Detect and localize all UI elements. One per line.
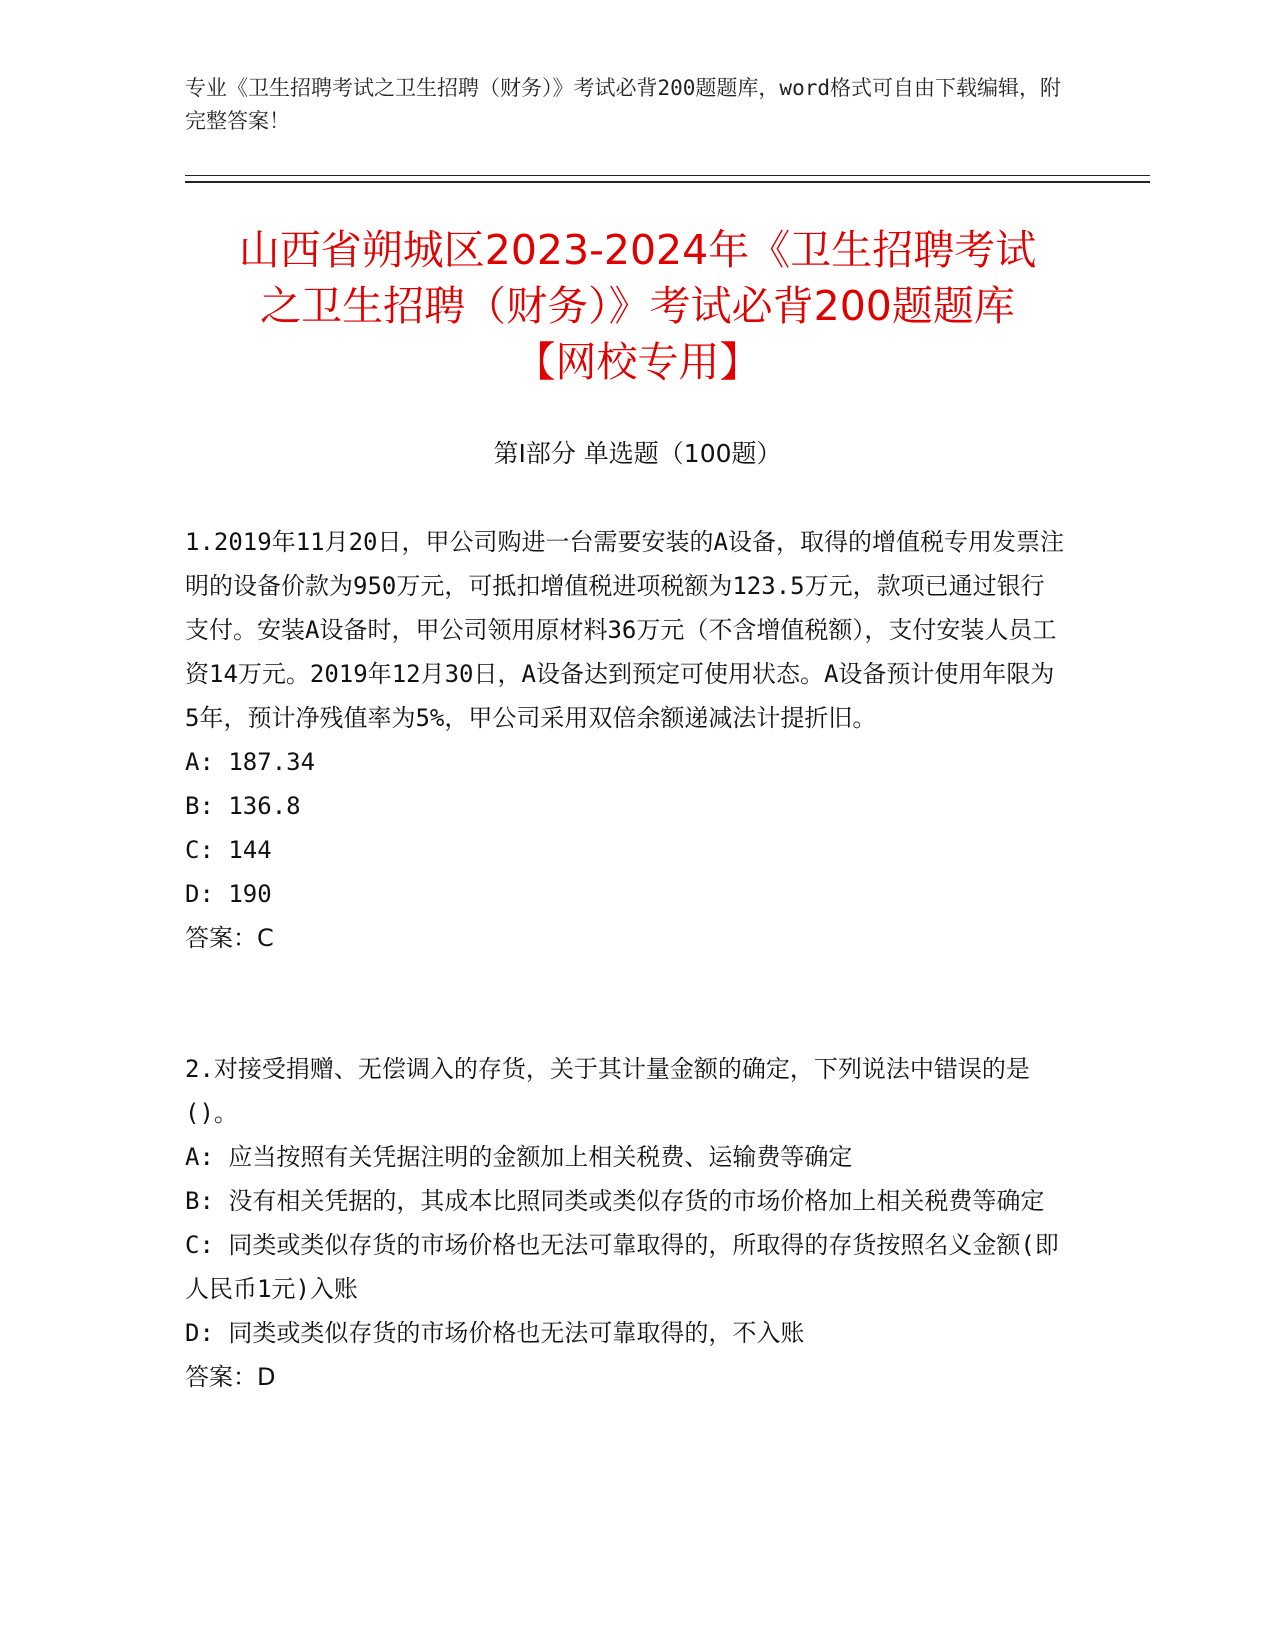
option-b: B: 没有相关凭据的，其成本比照同类或类似存货的市场价格加上相关税费等确定 xyxy=(185,1187,1045,1215)
header-divider-thin xyxy=(185,175,1150,176)
title-line-2: 之卫生招聘（财务）》考试必背200题题库 xyxy=(260,282,1015,330)
option-d: D: 同类或类似存货的市场价格也无法可靠取得的，不入账 xyxy=(185,1319,805,1347)
title-line-3: 【网校专用】 xyxy=(514,338,761,386)
title-line-1: 山西省朔城区2023-2024年《卫生招聘考试 xyxy=(238,226,1037,274)
option-a: A: 187.34 xyxy=(185,748,316,776)
answer: 答案：C xyxy=(185,924,274,952)
option-b: B: 136.8 xyxy=(185,792,301,820)
option-c: C: 同类或类似存货的市场价格也无法可靠取得的，所取得的存货按照名义金额(即人民币1元)入账 xyxy=(185,1231,1059,1303)
question-stem: 1.2019年11月20日，甲公司购进一台需要安装的A设备，取得的增值税专用发票注明的设备价款为950万元，可抵扣增值税进项税额为123.5万元，款项已通过银行支付。安装A设备时，甲公司领用原材料36万元（不含增值税额），支付安装人员工资14万元。2019年12月30日，A设备达到预定可使用状态。A设备预计使用年限为5年，预计净残值率为5%，甲公司采用双倍余额递减法计提折旧。 xyxy=(185,528,1064,732)
option-a: A: 应当按照有关凭据注明的金额加上相关税费、运输费等确定 xyxy=(185,1143,853,1171)
question-1 xyxy=(185,520,1065,960)
option-c: C: 144 xyxy=(185,836,272,864)
header-note: 专业《卫生招聘考试之卫生招聘（财务）》考试必背200题题库，word格式可自由下载编辑，附完整答案！ xyxy=(185,76,1061,133)
section-heading: 第Ⅰ部分 单选题（100题） xyxy=(493,439,782,468)
answer: 答案：D xyxy=(185,1363,276,1391)
header-divider-thick xyxy=(185,181,1150,183)
document-title xyxy=(185,222,1090,390)
question-2 xyxy=(185,1047,1065,1399)
question-stem: 2.对接受捐赠、无偿调入的存货，关于其计量金额的确定，下列说法中错误的是()。 xyxy=(185,1055,1030,1127)
option-d: D: 190 xyxy=(185,880,272,908)
